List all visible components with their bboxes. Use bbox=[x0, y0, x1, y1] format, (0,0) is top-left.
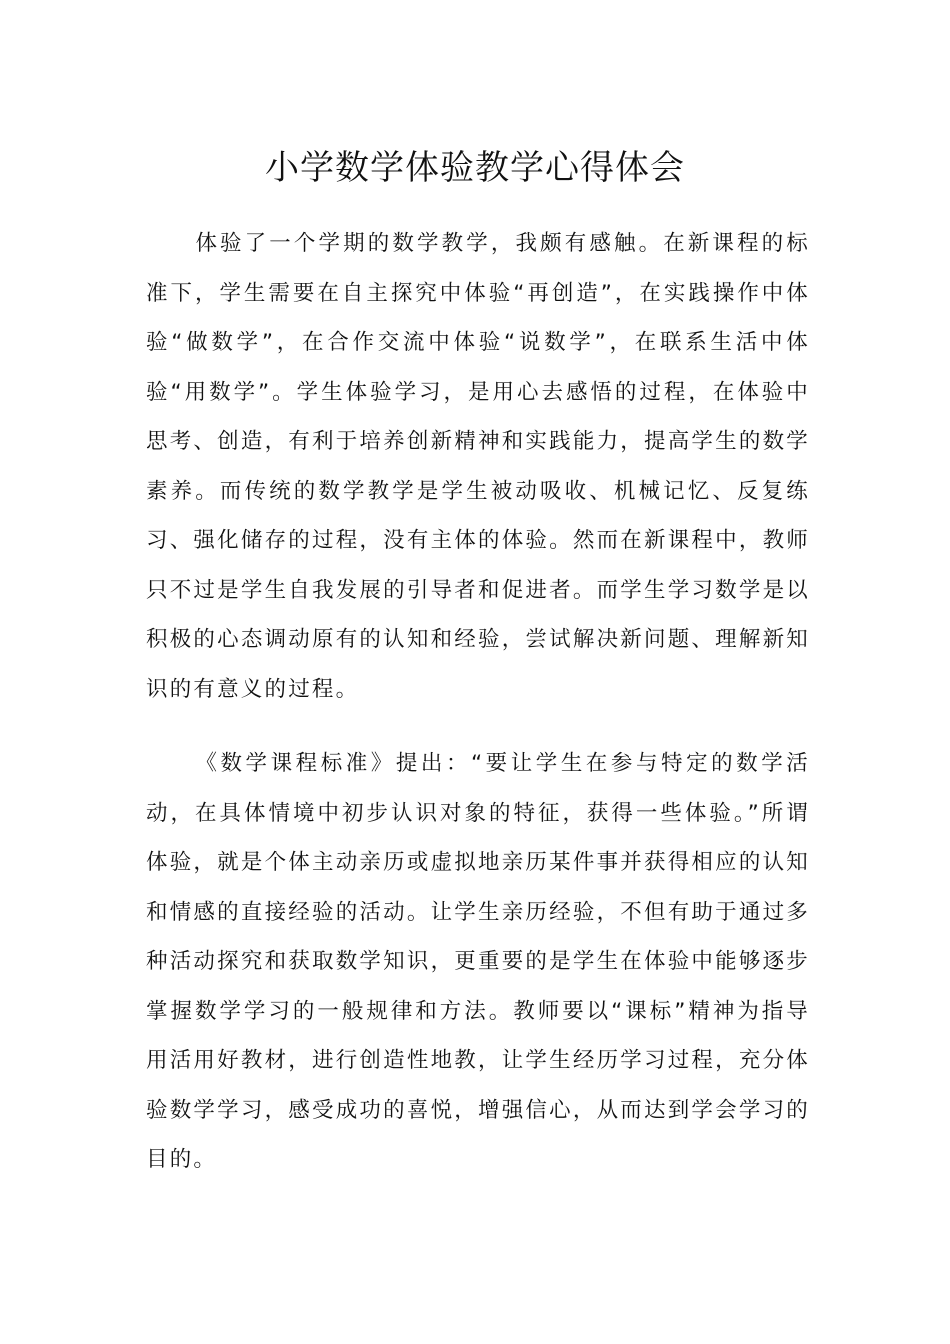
paragraph-2: 《数学课程标准》提出：“要让学生在参与特定的数学活动，在具体情境中初步认识对象的特征，获得一些体验。”所谓体验，就是个体主动亲历或虚拟地亲历某件事并获得相应的认知和情感的直接经验的活动。让学生亲历经验，不但有助于通过多种活动探究和获取数学知识，更重要的是学生在体验中能够逐步掌握数学学习的一般规律和方法。教师要以“课标”精神为指导用活用好教材，进行创造性地教，让学生经历学习过程，充分体验数学学习，感受成功的喜悦，增强信心，从而达到学会学习的目的。 bbox=[146, 751, 810, 1172]
paragraph-1: 体验了一个学期的数学教学，我颇有感触。在新课程的标准下，学生需要在自主探究中体验“再创造”，在实践操作中体验“做数学”，在合作交流中体验“说数学”，在联系生活中体验“用数学”。学生体验学习，是用心去感悟的过程，在体验中思考、创造，有利于培养创新精神和实践能力，提高学生的数学素养。而传统的数学教学是学生被动吸收、机械记忆、反复练习、强化储存的过程，没有主体的体验。然而在新课程中，教师只不过是学生自我发展的引导者和促进者。而学生学习数学是以积极的心态调动原有的认知和经验，尝试解决新问题、理解新知识的有意义的过程。 bbox=[146, 231, 810, 702]
document-title: 小学数学体验教学心得体会 bbox=[265, 148, 685, 188]
